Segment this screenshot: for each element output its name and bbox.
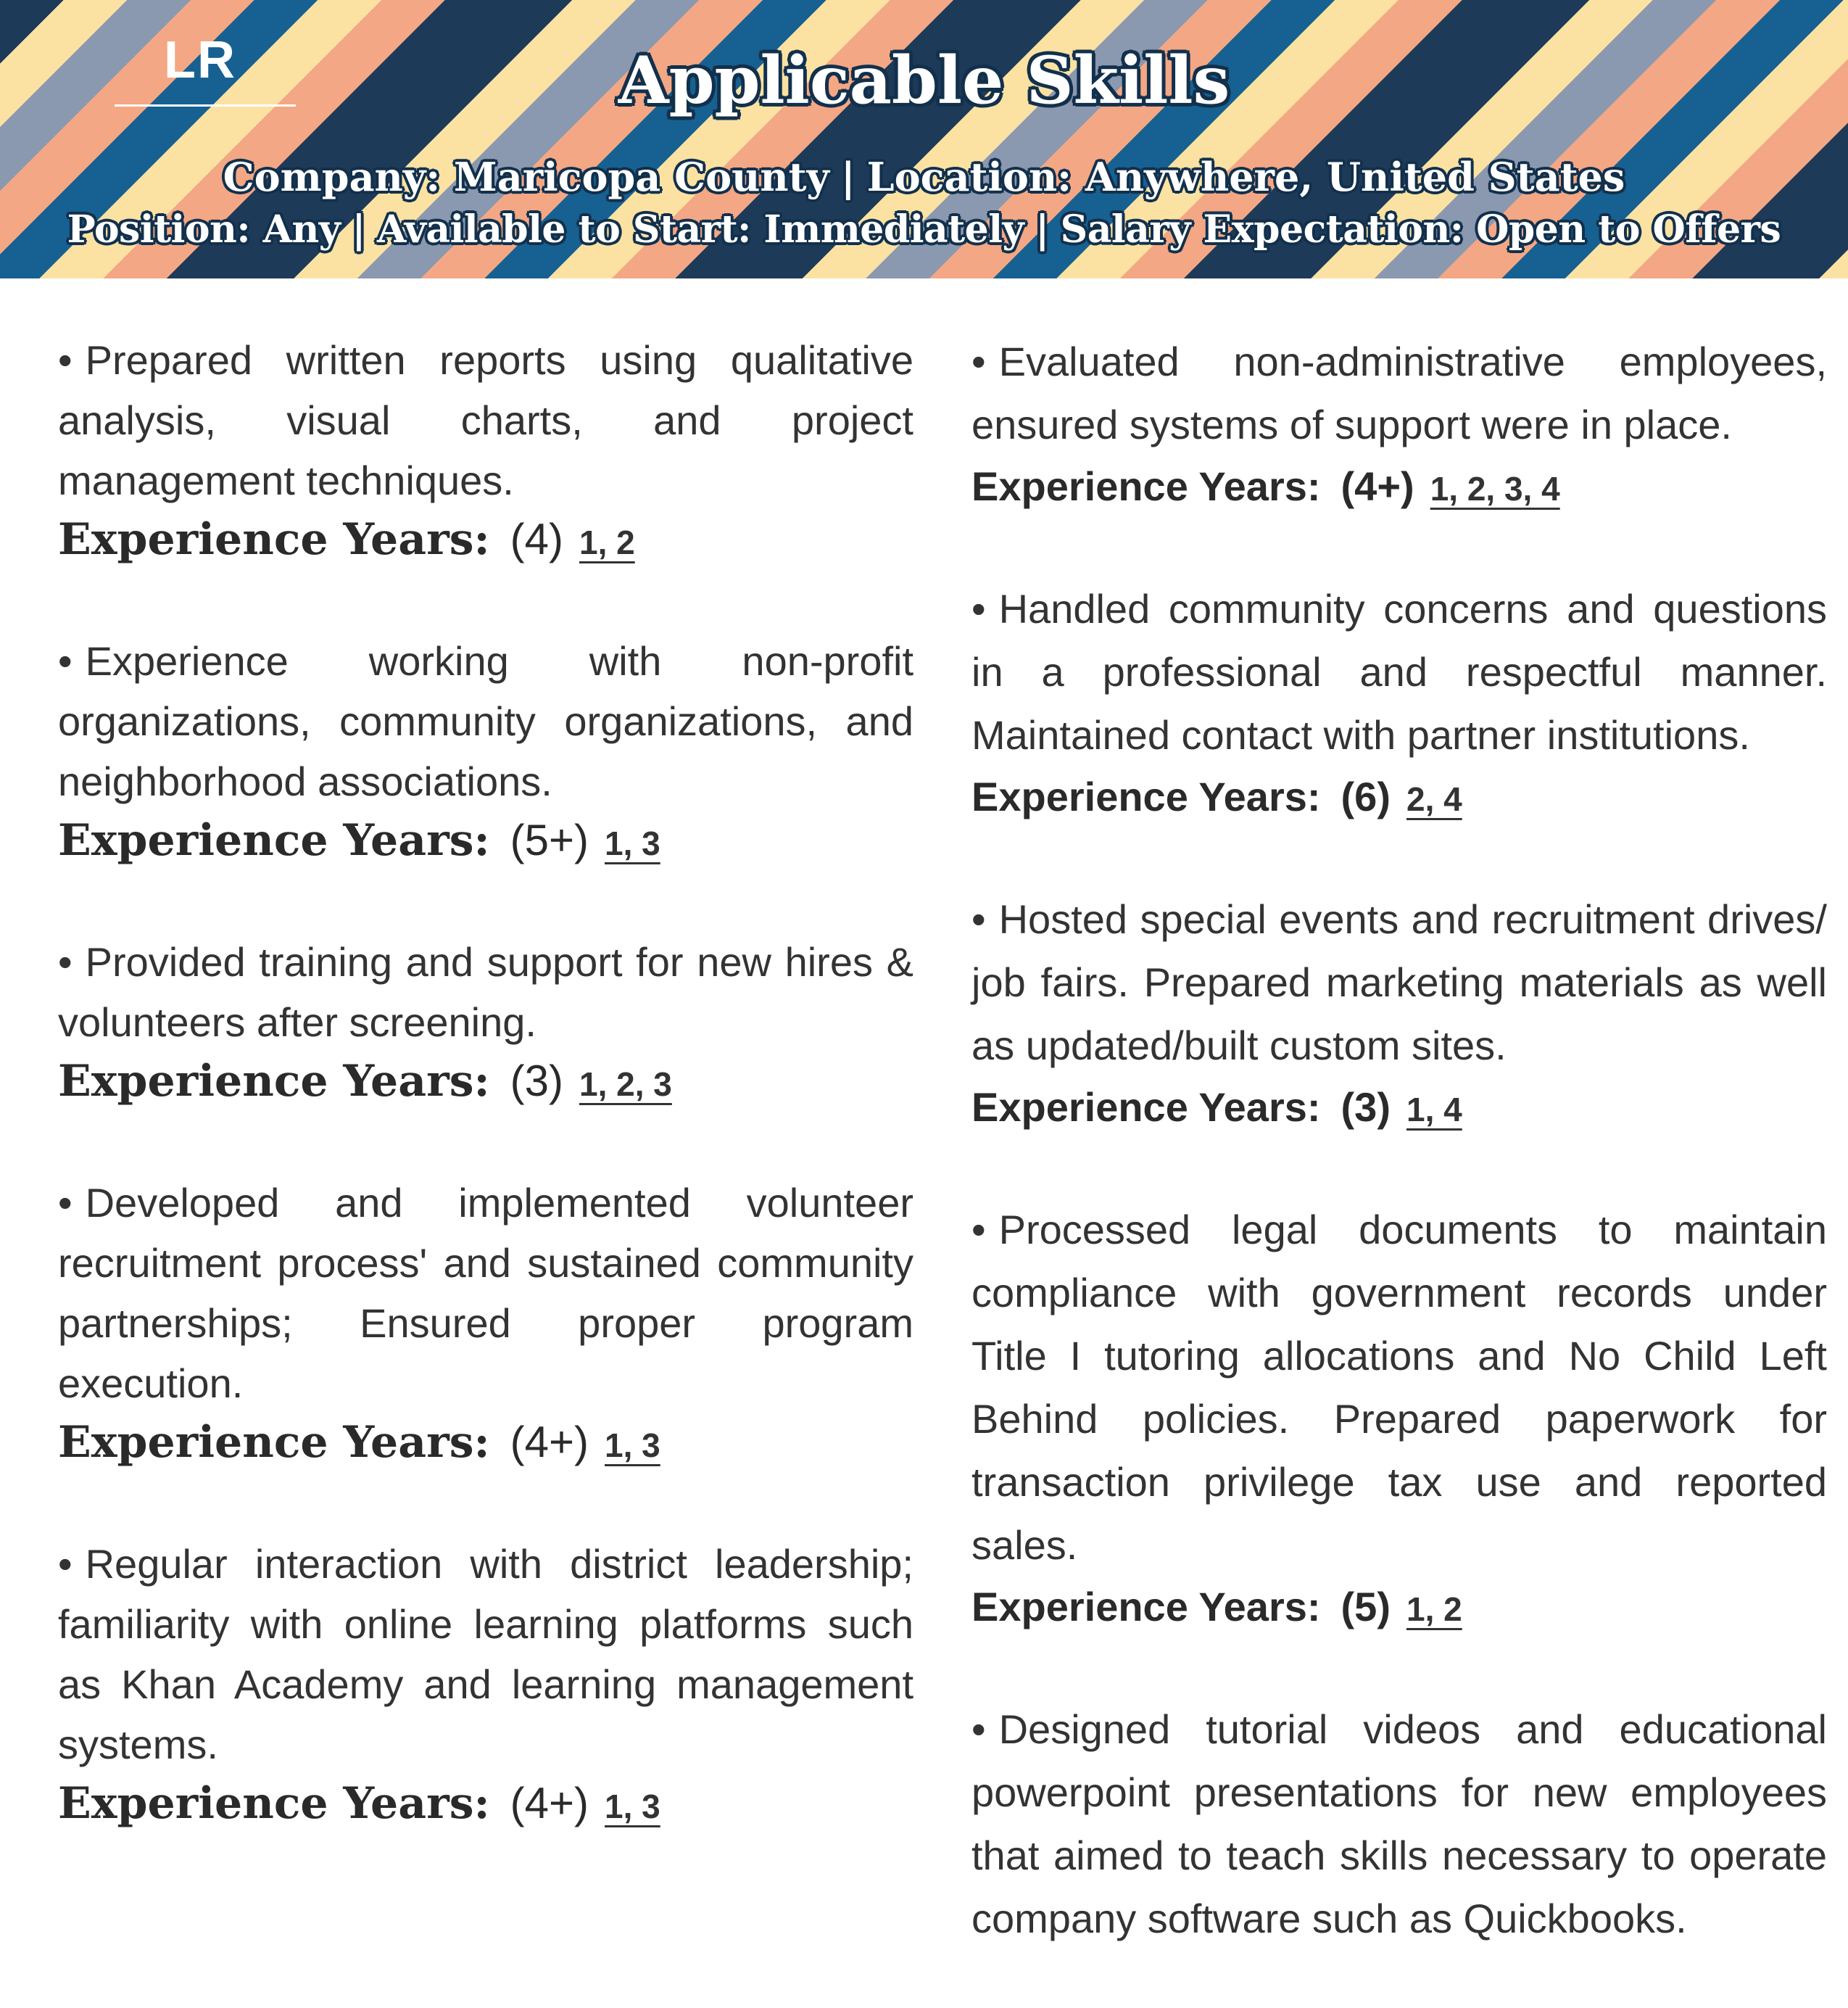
experience-years: (4) bbox=[510, 515, 563, 563]
experience-label: Experience Years: bbox=[971, 463, 1321, 509]
skill-description: • Designed tutorial videos and educational powerpoint presentations for new employees that aimed to teach skills necessary to operate company software such as Quickbooks. bbox=[971, 1698, 1827, 1950]
reference-links[interactable]: 1, 4 bbox=[1406, 1091, 1462, 1128]
reference-links[interactable]: 1, 2, 3, 4 bbox=[1430, 470, 1560, 508]
separator: | bbox=[840, 154, 855, 200]
experience-line bbox=[971, 1077, 1827, 1140]
experience-label: Experience Years: bbox=[58, 1778, 490, 1829]
experience-label: Experience Years: bbox=[971, 1584, 1321, 1629]
logo: LR bbox=[164, 31, 236, 89]
experience-years: (3) bbox=[1341, 1084, 1391, 1130]
experience-line bbox=[971, 767, 1827, 830]
bullet-icon: • bbox=[971, 586, 986, 632]
left-skills-column bbox=[58, 330, 913, 1895]
separator: | bbox=[1035, 207, 1049, 252]
skill-item bbox=[971, 1198, 1827, 1640]
skill-description: • Regular interaction with district leadership; familiarity with online learning platforms such as Khan Academy and learning management systems. bbox=[58, 1534, 913, 1774]
skill-item bbox=[971, 330, 1827, 519]
experience-line bbox=[971, 456, 1827, 519]
skill-description: • Prepared written reports using qualitative analysis, visual charts, and project management techniques. bbox=[58, 330, 913, 511]
reference-links[interactable]: 1, 3 bbox=[605, 1788, 660, 1825]
right-skills-column bbox=[971, 330, 1827, 2008]
bullet-icon: • bbox=[58, 337, 72, 383]
skill-item bbox=[58, 1534, 913, 1835]
experience-line bbox=[58, 811, 913, 872]
experience-label: Experience Years: bbox=[58, 815, 490, 866]
salary-text: Salary Expectation: Open to Offers bbox=[1060, 207, 1781, 252]
skill-description: • Hosted special events and recruitment drives/ job fairs. Prepared marketing materials as well as updated/built custom sites. bbox=[971, 888, 1827, 1077]
reference-links[interactable]: 1, 3 bbox=[605, 1426, 660, 1464]
page-title: Applicable Skills bbox=[618, 42, 1230, 119]
experience-label: Experience Years: bbox=[58, 1056, 490, 1107]
reference-links[interactable]: 1, 2 bbox=[1406, 1590, 1462, 1628]
skill-item bbox=[58, 932, 913, 1113]
bullet-icon: • bbox=[971, 896, 986, 942]
bullet-icon: • bbox=[58, 939, 72, 985]
experience-line bbox=[58, 1774, 913, 1835]
separator: | bbox=[352, 207, 365, 252]
position-text: Position: Any bbox=[67, 207, 341, 252]
header-line-position-details bbox=[0, 207, 1848, 252]
location-text: Location: Anywhere, United States bbox=[866, 154, 1625, 200]
experience-years: (4+) bbox=[1341, 463, 1414, 509]
header-line-company-location bbox=[0, 154, 1848, 200]
reference-links[interactable]: 1, 3 bbox=[605, 825, 660, 862]
experience-label: Experience Years: bbox=[58, 514, 490, 565]
bullet-icon: • bbox=[58, 1541, 72, 1587]
experience-line bbox=[58, 511, 913, 571]
experience-years: (3) bbox=[510, 1057, 563, 1105]
skill-item bbox=[971, 577, 1827, 830]
skill-item bbox=[971, 1698, 1827, 1950]
experience-years: (5) bbox=[1341, 1584, 1391, 1629]
experience-years: (4+) bbox=[510, 1779, 589, 1827]
skill-item bbox=[58, 1173, 913, 1474]
skill-description: • Provided training and support for new hires & volunteers after screening. bbox=[58, 932, 913, 1052]
bullet-icon: • bbox=[971, 1706, 986, 1752]
experience-label: Experience Years: bbox=[58, 1417, 490, 1468]
header-banner bbox=[0, 0, 1848, 278]
skill-item bbox=[58, 330, 913, 571]
bullet-icon: • bbox=[971, 339, 986, 384]
experience-years: (4+) bbox=[510, 1418, 589, 1466]
bullet-icon: • bbox=[971, 1207, 986, 1252]
start-text: Available to Start: Immediately bbox=[376, 207, 1024, 252]
skill-item bbox=[971, 888, 1827, 1140]
skill-description: • Developed and implemented volunteer recruitment process' and sustained community partnerships; Ensured proper program execution. bbox=[58, 1173, 913, 1413]
reference-links[interactable]: 1, 2 bbox=[579, 524, 635, 561]
experience-label: Experience Years: bbox=[971, 774, 1321, 819]
skill-description: • Evaluated non-administrative employees, ensured systems of support were in place. bbox=[971, 330, 1827, 456]
bullet-icon: • bbox=[58, 1180, 72, 1226]
skill-description: • Experience working with non-profit organizations, community organizations, and neighborhood associations. bbox=[58, 631, 913, 811]
skill-description: • Processed legal documents to maintain compliance with government records under Title I tutoring allocations and No Child Left Behind policies. Prepared paperwork for transaction privilege tax use and reported sales. bbox=[971, 1198, 1827, 1577]
bullet-icon: • bbox=[58, 638, 72, 684]
reference-links[interactable]: 1, 2, 3 bbox=[579, 1065, 672, 1103]
experience-line bbox=[971, 1577, 1827, 1640]
company-text: Company: Maricopa County bbox=[223, 154, 829, 200]
skill-description: • Handled community concerns and questions in a professional and respectful manner. Maintained contact with partner institutions. bbox=[971, 577, 1827, 767]
experience-line bbox=[58, 1052, 913, 1113]
experience-years: (6) bbox=[1341, 774, 1391, 819]
experience-years: (5+) bbox=[510, 816, 589, 864]
skill-item bbox=[58, 631, 913, 872]
experience-line bbox=[58, 1413, 913, 1474]
experience-label: Experience Years: bbox=[971, 1084, 1321, 1130]
reference-links[interactable]: 2, 4 bbox=[1406, 780, 1462, 818]
